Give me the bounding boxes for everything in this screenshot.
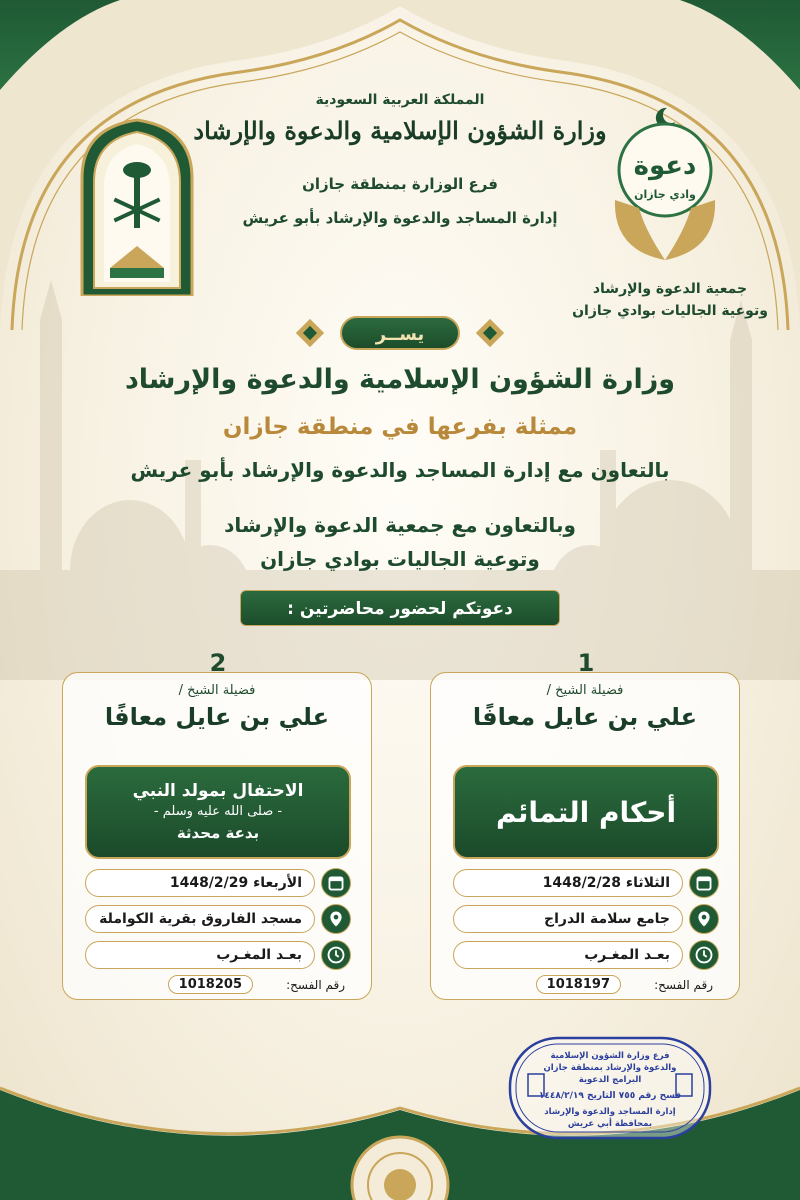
lecture-number: 2 (188, 641, 248, 685)
permit-number: 1018197 (536, 975, 621, 994)
partner-name-line1: جمعية الدعوة والإرشاد (592, 281, 748, 297)
place-text: مسجد الفاروق بقرية الكواملة (85, 905, 315, 933)
date-row (453, 869, 719, 897)
logo-sub: وادي جازان (634, 188, 696, 201)
ministry-calligraphy: وزارة الشؤون الإسلامية والدعوة والإرشاد (193, 116, 607, 145)
diamond-ornament-icon (476, 319, 504, 347)
location-pin-icon (689, 904, 719, 934)
stamp-line4: فسح رقم ٧٥٥ التاريخ ١٤٤٨/٢/١٩ (538, 1091, 682, 1101)
yusr-banner (290, 316, 510, 352)
sheikh-name: علي بن عايل معافًا (472, 703, 698, 731)
diamond-ornament-icon (296, 319, 324, 347)
lecture-topic (85, 765, 351, 859)
sheikh-title: فضيلة الشيخ / (546, 683, 624, 698)
yusr-label: يســر (340, 316, 460, 350)
admin-name: إدارة المساجد والدعوة والإرشاد بأبو عريش (242, 209, 558, 227)
stamp-line3: البرامج الدعوية (578, 1075, 642, 1085)
partner-name-line2: وتوعية الجاليات بوادي جازان (572, 303, 768, 319)
time-row (85, 941, 351, 969)
stamp-line5: إدارة المساجد والدعوة والإرشاد (544, 1107, 676, 1117)
lecture-number: 1 (556, 641, 616, 685)
lecture-card-2 (62, 649, 372, 1000)
permit-row (85, 975, 351, 997)
announcement-line3: بالتعاون مع إدارة المساجد والدعوة والإرشاد بأبو عريش (130, 458, 670, 482)
date-text: الثلاثاء 1448/2/28 (453, 869, 683, 897)
calendar-icon (321, 868, 351, 898)
stamp-line6: بمحافظة أبي عريش (567, 1119, 653, 1129)
dawa-association-logo (605, 100, 725, 270)
topic-line3: بدعة محدثة (176, 824, 260, 842)
permit-label: رقم الفسح: (286, 978, 345, 992)
partner-name (560, 278, 780, 322)
sheikh-name: علي بن عايل معافًا (104, 703, 330, 731)
time-text: بعـد المغـرب (453, 941, 683, 969)
announcement-line2: ممثلة بفرعها في منطقة جازان (222, 414, 578, 440)
lecture-card-1 (430, 649, 740, 1000)
announcement-line1: وزارة الشؤون الإسلامية والدعوة والإرشاد (124, 364, 676, 395)
lecture-topic (453, 765, 719, 859)
ministry-logo (78, 118, 196, 296)
place-text: جامع سلامة الدراج (453, 905, 683, 933)
logo-word: دعوة (633, 151, 697, 181)
time-text: بعـد المغـرب (85, 941, 315, 969)
topic-line2: - صلى الله عليه وسلم - (153, 804, 283, 819)
permit-number: 1018205 (168, 975, 253, 994)
topic-line1: الاحتفال بمولد النبي (132, 781, 304, 801)
location-pin-icon (321, 904, 351, 934)
invite-banner: دعوتكم لحضور محاضرتين : (240, 590, 560, 626)
permit-label: رقم الفسح: (654, 978, 713, 992)
clock-icon (689, 940, 719, 970)
calendar-icon (689, 868, 719, 898)
header-block (190, 92, 610, 227)
kingdom-name: المملكة العربية السعودية (315, 92, 485, 108)
announcement-line4 (100, 508, 700, 576)
date-row (85, 869, 351, 897)
sheikh-title: فضيلة الشيخ / (178, 683, 256, 698)
place-row (85, 905, 351, 933)
permit-row (453, 975, 719, 997)
branch-name: فرع الوزارة بمنطقة جازان (302, 175, 498, 193)
place-row (453, 905, 719, 933)
date-text: الأربعاء 1448/2/29 (85, 869, 315, 897)
stamp-line2: والدعوة والإرشاد بمنطقة جازان (543, 1063, 677, 1073)
topic-title: أحكام التمائم (495, 795, 677, 829)
announcement-line4a: وبالتعاون مع جمعية الدعوة والإرشاد (224, 513, 576, 537)
official-stamp (508, 1036, 712, 1140)
announcement-line4b: وتوعية الجاليات بوادي جازان (260, 547, 540, 571)
time-row (453, 941, 719, 969)
stamp-line1: فرع وزارة الشؤون الإسلامية (550, 1051, 670, 1061)
clock-icon (321, 940, 351, 970)
